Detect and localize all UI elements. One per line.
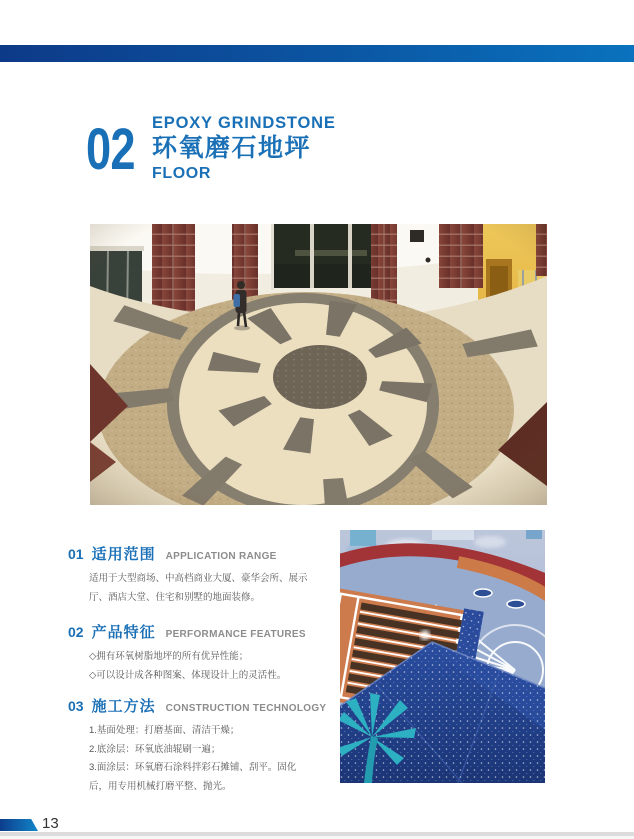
page-number-tab (0, 819, 38, 831)
section-number: 02 (68, 624, 84, 640)
section-title-english: PERFORMANCE FEATURES (165, 629, 306, 640)
chapter-title-floor: FLOOR (152, 165, 211, 182)
chapter-number: 02 (86, 117, 135, 182)
body-line: ◇拥有环氧树脂地坪的所有优异性能； (89, 651, 249, 662)
terrazzo-photo (340, 530, 545, 783)
section-number: 01 (68, 546, 84, 562)
section-title-chinese: 施工方法 (91, 698, 156, 715)
body-line: 3.面涂层：环氧磨石涂料拌彩石摊铺、刮平。固化后，用专用机械打磨平整、抛光。 (89, 762, 297, 792)
section-construction-technology (68, 695, 348, 796)
section-performance-features (68, 621, 348, 685)
section-number: 03 (68, 698, 84, 714)
section-title-chinese: 产品特征 (91, 624, 156, 641)
section-title-chinese: 适用范围 (91, 546, 156, 563)
chapter-title-block (152, 114, 336, 183)
section-body (89, 722, 313, 796)
top-accent-bar (0, 45, 634, 62)
section-title-english: CONSTRUCTION TECHNOLOGY (165, 703, 327, 714)
chapter-title-chinese: 环氧磨石地坪 (152, 134, 312, 162)
section-body (89, 648, 313, 685)
section-title-english: APPLICATION RANGE (165, 551, 277, 562)
section-heading (68, 543, 348, 564)
section-application-range (68, 543, 348, 607)
section-heading (68, 621, 348, 642)
lobby-photo (90, 224, 547, 505)
body-line: 适用于大型商场、中高档商业大厦、豪华会所、展示厅、酒店大堂、住宅和别墅的地面装修。 (89, 573, 308, 603)
chapter-title-english: EPOXY GRINDSTONE (152, 114, 336, 132)
body-line: ◇可以设计成各种图案、体现设计上的灵活性。 (89, 669, 287, 681)
page-number: 13 (42, 815, 59, 832)
section-heading (68, 695, 348, 716)
body-line: 2.底涂层：环氧底油辊刷一遍； (89, 743, 221, 755)
body-line: 1.基面处理：打磨基面、清洁干燥； (89, 725, 240, 736)
section-body (89, 570, 313, 607)
